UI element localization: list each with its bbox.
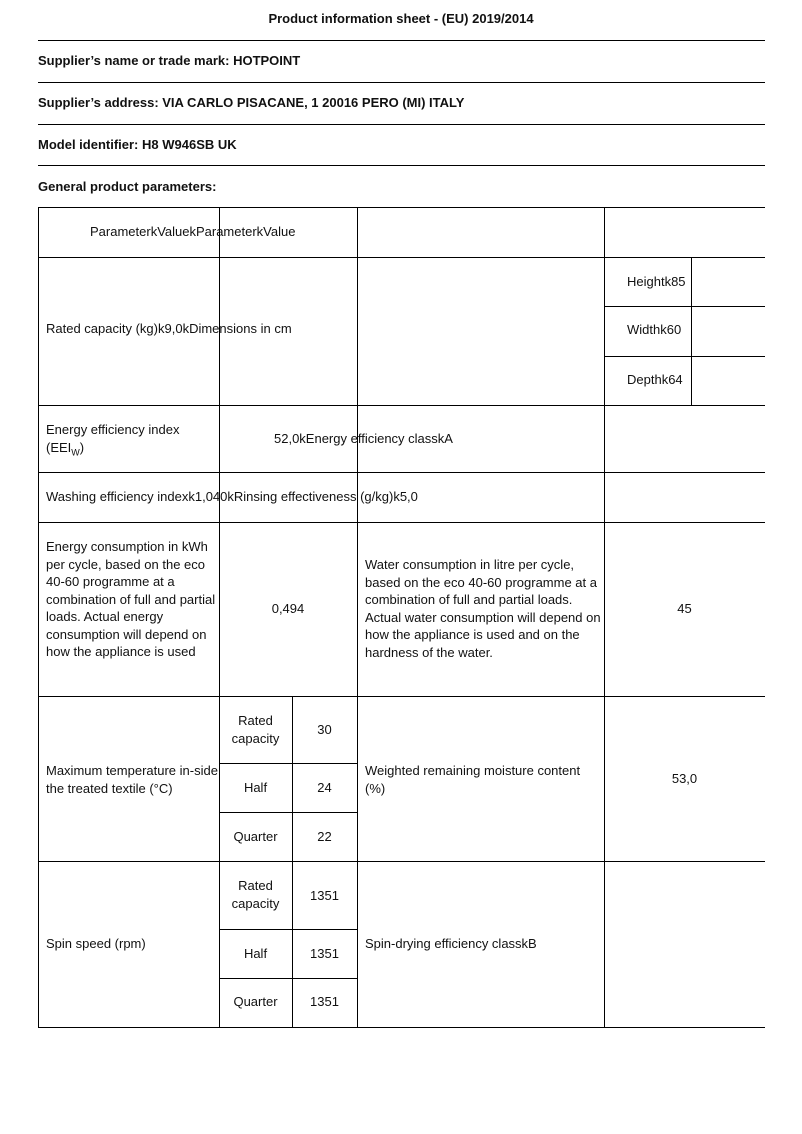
max-temperature-label: Maximum temperature in-side the treated textile (°C) bbox=[46, 763, 218, 796]
energy-consumption-value: 0,494 bbox=[271, 601, 305, 616]
moisture-content-label: Weighted remaining moisture content (%) bbox=[365, 763, 581, 796]
column-rule bbox=[691, 257, 692, 405]
table-bottom-rule bbox=[38, 1027, 765, 1028]
spin-value-rated: 1351 bbox=[310, 888, 339, 903]
eei-label-text: Energy efficiency index bbox=[46, 422, 180, 437]
divider bbox=[38, 124, 765, 125]
dimension-width: Widthk60 bbox=[627, 322, 682, 337]
maxtemp-load-rated: Rated capacity bbox=[231, 713, 280, 746]
water-consumption-value: 45 bbox=[677, 601, 692, 616]
energy-consumption-label: Energy consumption in kWh per cycle, based on the eco 40-60 programme at a combination of full and partial loads. Actual energy consumption will depend on how the appliance is used bbox=[46, 539, 216, 659]
table-rule bbox=[219, 978, 357, 979]
column-rule bbox=[357, 207, 358, 1027]
table-border-left bbox=[38, 207, 39, 1027]
table-rule bbox=[219, 812, 357, 813]
spin-value-quarter: 1351 bbox=[310, 994, 339, 1009]
spin-load-rated: Rated capacity bbox=[231, 878, 280, 911]
table-rule bbox=[38, 861, 765, 862]
table-rule bbox=[38, 696, 765, 697]
maxtemp-value-quarter: 22 bbox=[317, 829, 332, 844]
general-parameters-heading: General product parameters: bbox=[38, 179, 217, 194]
divider bbox=[38, 82, 765, 83]
table-top-rule bbox=[38, 207, 765, 208]
moisture-content-value: 53,0 bbox=[671, 771, 698, 786]
maxtemp-value-half: 24 bbox=[317, 780, 332, 795]
spin-drying-class: Spin-drying efficiency classkB bbox=[365, 936, 537, 951]
spin-value-half: 1351 bbox=[310, 946, 339, 961]
supplier-address: Supplier’s address: VIA CARLO PISACANE, 1 20016 PERO (MI) ITALY bbox=[38, 95, 465, 110]
table-rule bbox=[219, 929, 357, 930]
table-rule bbox=[38, 472, 765, 473]
supplier-name: Supplier’s name or trade mark: HOTPOINT bbox=[38, 53, 301, 68]
maxtemp-load-half: Half bbox=[243, 780, 268, 795]
eei-value-row: 52,0kEnergy efficiency classkA bbox=[274, 431, 453, 446]
table-rule bbox=[38, 257, 765, 258]
table-header: ParameterkValuekParameterkValue bbox=[90, 224, 296, 239]
table-rule bbox=[219, 763, 357, 764]
divider bbox=[38, 40, 765, 41]
eei-paren-open: (EEI bbox=[46, 439, 72, 455]
page-title: Product information sheet - (EU) 2019/2014 bbox=[268, 11, 534, 26]
spin-load-quarter: Quarter bbox=[233, 994, 278, 1009]
water-consumption-label: Water consumption in litre per cycle, based on the eco 40-60 programme at a combination of full and partial loads. Actual water consumption will depend on how the appliance is used and on the hardness of the water. bbox=[365, 557, 601, 660]
spin-load-half: Half bbox=[243, 946, 268, 961]
table-rule bbox=[604, 306, 765, 307]
spin-speed-label: Spin speed (rpm) bbox=[46, 936, 146, 951]
maxtemp-load-quarter: Quarter bbox=[233, 829, 278, 844]
dimension-height: Heightk85 bbox=[627, 274, 686, 289]
eei-paren-close: ) bbox=[79, 439, 85, 455]
maxtemp-value-rated: 30 bbox=[317, 722, 332, 737]
table-rule bbox=[38, 522, 765, 523]
model-identifier: Model identifier: H8 W946SB UK bbox=[38, 137, 237, 152]
rated-capacity-row: Rated capacity (kg)k9,0kDimensions in cm bbox=[46, 321, 292, 336]
washing-efficiency-row: Washing efficiency indexk1,040kRinsing effectiveness (g/kg)k5,0 bbox=[46, 489, 418, 504]
table-rule bbox=[38, 405, 765, 406]
table-rule bbox=[604, 356, 765, 357]
dimension-depth: Depthk64 bbox=[627, 372, 683, 387]
column-rule bbox=[292, 696, 293, 1027]
divider bbox=[38, 165, 765, 166]
eei-label bbox=[46, 421, 179, 462]
eei-subscript: W bbox=[71, 447, 80, 458]
